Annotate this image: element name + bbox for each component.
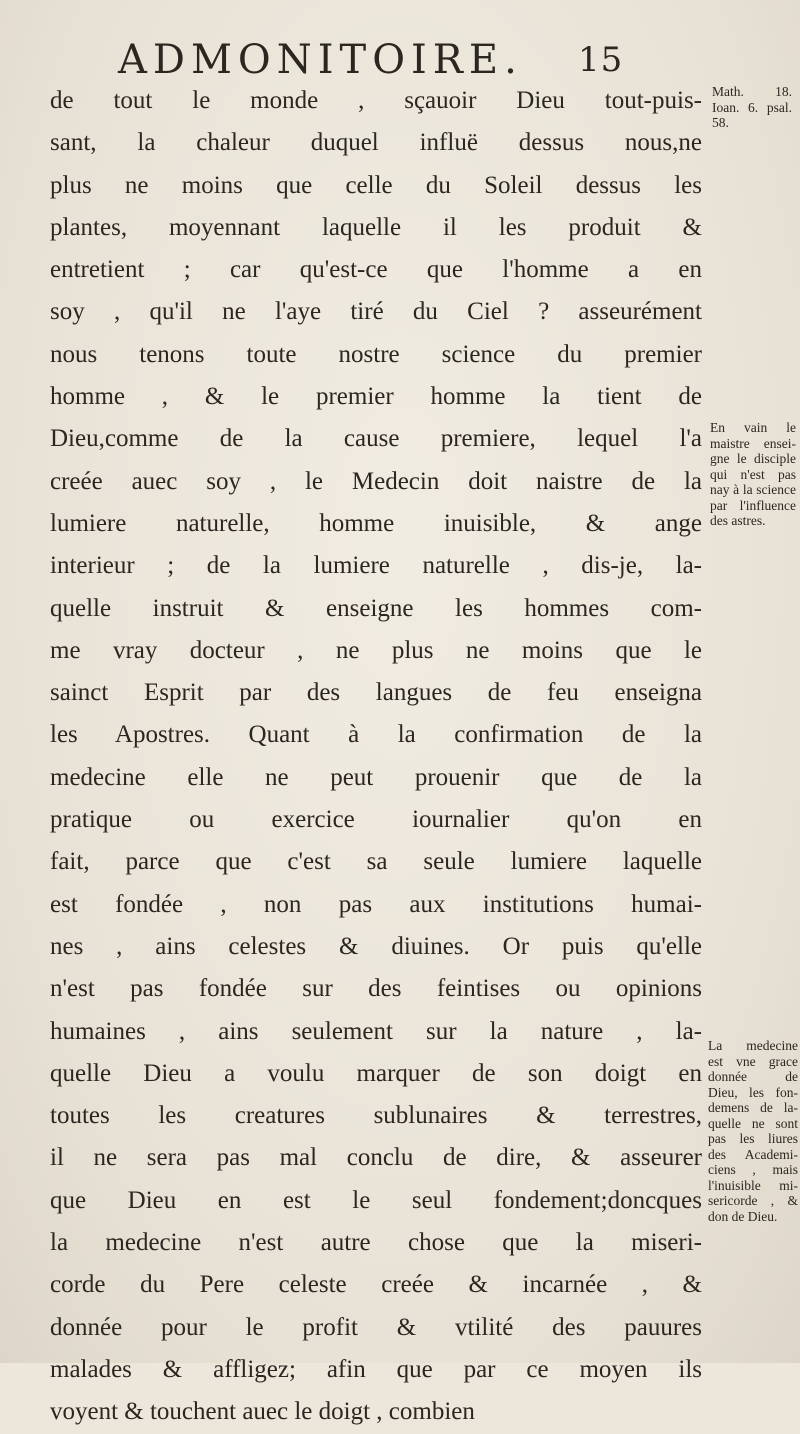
text-line: malades & affligez; afin que par ce moyen ils	[50, 1355, 702, 1383]
text-line: sainct Esprit par des langues de feu enseigna	[50, 679, 702, 707]
text-line: Dieu,comme de la cause premiere, lequel l'a	[50, 425, 702, 453]
text-line: est fondée , non pas aux institutions humai-	[50, 890, 702, 918]
marginal-line: nay à la science	[710, 482, 796, 497]
text-line: il ne sera pas mal conclu de dire, & asseurer	[50, 1144, 702, 1172]
running-title: ADMONITOIRE.	[118, 37, 523, 83]
marginal-line: sericorde , &	[708, 1193, 798, 1208]
text-line: plantes, moyennant laquelle il les produit &	[50, 213, 702, 241]
text-line: plus ne moins que celle du Soleil dessus les	[50, 171, 702, 199]
text-line: voyent & touchent auec le doigt , combien	[50, 1398, 475, 1426]
marginal-line: En vain le	[710, 420, 796, 435]
marginal-line: ciens , mais	[708, 1162, 798, 1177]
marginal-note-references	[712, 84, 792, 131]
marginal-line: donnée de	[708, 1069, 798, 1084]
text-line: de tout le monde , sçauoir Dieu tout-puis-	[50, 87, 702, 114]
marginal-line: Ioan. 6. psal.	[712, 99, 792, 115]
text-line: que Dieu en est le seul fondement;doncques	[50, 1186, 702, 1214]
text-line: quelle Dieu a voulu marquer de son doigt en	[50, 1059, 702, 1087]
text-line: medecine elle ne peut prouenir que de la	[50, 763, 702, 791]
text-line: corde du Pere celeste creée & incarnée , &	[50, 1271, 702, 1299]
marginal-line: pas les liures	[708, 1131, 798, 1146]
marginal-line: gne le disciple	[710, 451, 796, 466]
text-line: pratique ou exercice iournalier qu'on en	[50, 806, 702, 834]
marginal-line: est vne grace	[708, 1053, 798, 1069]
running-header	[118, 38, 678, 82]
text-line: sant, la chaleur duquel influë dessus nous,ne	[50, 129, 702, 157]
text-line: creée auec soy , le Medecin doit naistre de la	[50, 467, 702, 495]
text-line: fait, parce que c'est sa seule lumiere laquelle	[50, 848, 702, 876]
text-line: homme , & le premier homme la tient de	[50, 383, 702, 411]
marginal-line: maistre ensei-	[710, 435, 796, 451]
marginal-line: Dieu, les fon-	[708, 1084, 798, 1100]
marginal-line: Math. 18.	[712, 84, 792, 99]
marginal-line: par l'influence	[710, 497, 796, 513]
marginal-note-teacher	[710, 420, 796, 529]
text-line: soy , qu'il ne l'aye tiré du Ciel ? asseurément	[50, 298, 702, 326]
marginal-line: La medecine	[708, 1038, 798, 1053]
marginal-line: don de Dieu.	[708, 1208, 778, 1224]
text-line: la medecine n'est autre chose que la miseri-	[50, 1229, 702, 1257]
text-line: donnée pour le profit & vtilité des pauures	[50, 1313, 702, 1341]
marginal-line: qui n'est pas	[710, 466, 796, 482]
marginal-line: quelle ne sont	[708, 1115, 798, 1131]
marginal-note-medicine	[708, 1038, 798, 1224]
text-line: toutes les creatures sublunaires & terrestres,	[50, 1102, 702, 1130]
marginal-line: demens de la-	[708, 1100, 798, 1115]
page-number: 15	[578, 40, 624, 80]
text-line: humaines , ains seulement sur la nature , la-	[50, 1017, 702, 1045]
marginal-line: des astres.	[710, 513, 766, 528]
text-line: n'est pas fondée sur des feintises ou opinions	[50, 975, 702, 1003]
marginal-line: l'inuisible mi-	[708, 1177, 798, 1193]
marginal-line: des Academi-	[708, 1146, 798, 1162]
text-line: interieur ; de la lumiere naturelle , dis-je, la-	[50, 552, 702, 580]
main-text	[50, 80, 750, 1434]
text-line: entretient ; car qu'est-ce que l'homme a en	[50, 256, 702, 284]
text-line: me vray docteur , ne plus ne moins que le	[50, 636, 702, 664]
text-line: les Apostres. Quant à la confirmation de la	[50, 721, 702, 749]
text-line: quelle instruit & enseigne les hommes com-	[50, 594, 702, 622]
text-line: nes , ains celestes & diuines. Or puis qu'elle	[50, 932, 702, 960]
text-line: lumiere naturelle, homme inuisible, & ange	[50, 509, 702, 537]
text-line: nous tenons toute nostre science du premier	[50, 340, 702, 368]
marginal-line: 58.	[712, 115, 729, 130]
